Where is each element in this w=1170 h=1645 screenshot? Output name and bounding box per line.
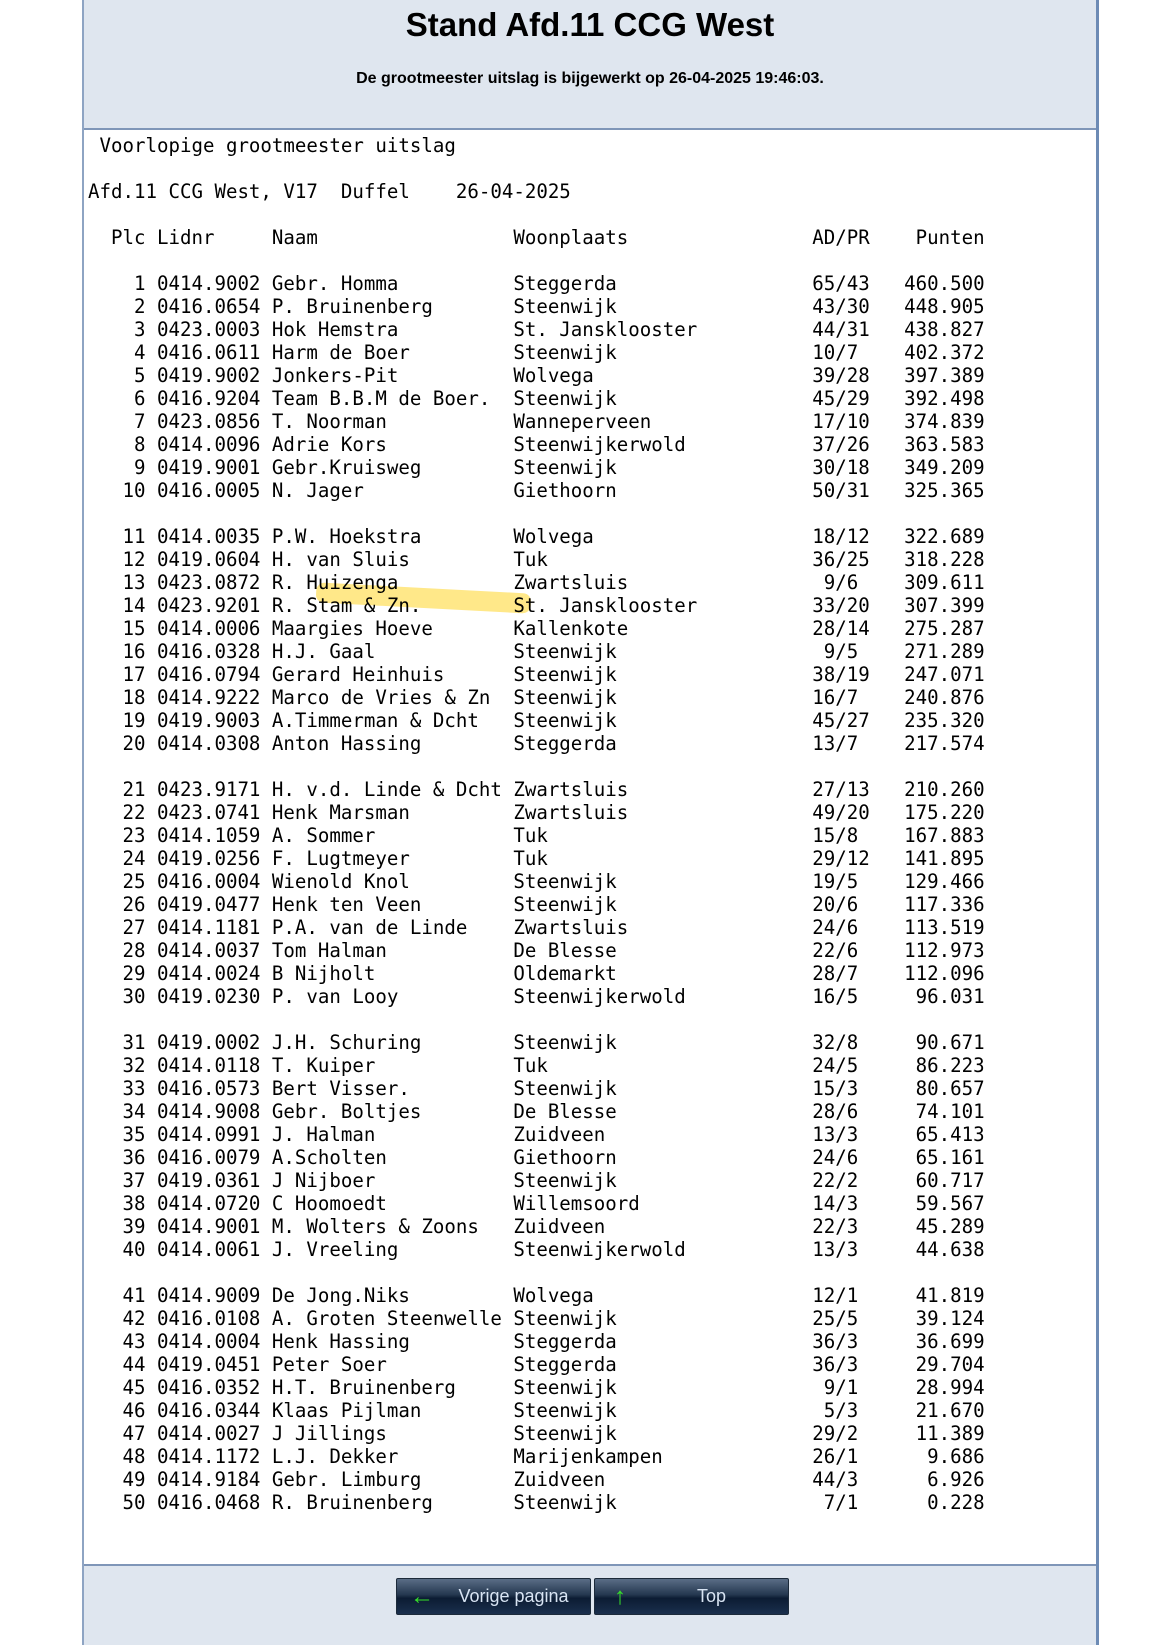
- top-label: Top: [696, 1586, 727, 1606]
- page-frame: [82, 0, 1099, 1645]
- page-title: Stand Afd.11 CCG West: [405, 6, 775, 43]
- results-panel: [84, 130, 1096, 1566]
- previous-page-button[interactable]: [396, 1578, 591, 1615]
- top-button[interactable]: [594, 1578, 789, 1615]
- page-header: [84, 0, 1096, 130]
- previous-page-label: Vorige pagina: [458, 1586, 569, 1606]
- navigation-bar: [84, 1566, 1096, 1645]
- arrow-up-icon: ↑: [614, 1582, 626, 1610]
- update-notice: De grootmeester uitslag is bijgewerkt op 26-04-2025 19:46:03.: [356, 70, 824, 87]
- results-report: Voorlopige grootmeester uitslag Afd.11 CCG West, V17 Duffel 26-04-2025 Plc Lidnr Naam Woonplaats AD/PR Punten 1 0414.9002 Gebr. Homma Steggerda 65/43 460.500 2 0416.0654 P. Bruinenberg Steenwijk 43/30 448.905 3 0423.0003 Hok Hemstra St. Jansklooster 44/31 438.827 4 0416.0611 Harm de Boer Steenwijk 10/7 402.372 5 0419.9002 Jonkers-Pit Wolvega 39/28 397.389 6 0416.9204 Team B.B.M de Boer. Steenwijk 45/29 392.498 7 0423.0856 T. Noorman Wanneperveen 17/10 374.839 8 0414.0096 Adrie Kors Steenwijkerwold 37/26 363.583 9 0419.9001 Gebr.Kruisweg Steenwijk 30/18 349.209 10 0416.0005 N. Jager Giethoorn 50/31 325.365 11 0414.0035 P.W. Hoekstra Wolvega 18/12 322.689 12 0419.0604 H. van Sluis Tuk 36/25 318.228 13 0423.0872 R. Huizenga Zwartsluis 9/6 309.611 14 0423.9201 R. Stam & Zn. St. Jansklooster 33/20 307.399 15 0414.0006 Maargies Hoeve Kallenkote 28/14 275.287 16 0416.0328 H.J. Gaal Steenwijk 9/5 271.289 17 0416.0794 Gerard Heinhuis Steenwijk 38/19 247.071 18 0414.9222 Marco de Vries & Zn Steenwijk 16/7 240.876 19 0419.9003 A.Timmerman & Dcht Steenwijk 45/27 235.320 20 0414.0308 Anton Hassing Steggerda 13/7 217.574 21 0423.9171 H. v.d. Linde & Dcht Zwartsluis 27/13 210.260 22 0423.0741 Henk Marsman Zwartsluis 49/20 175.220 23 0414.1059 A. Sommer Tuk 15/8 167.883 24 0419.0256 F. Lugtmeyer Tuk 29/12 141.895 25 0416.0004 Wienold Knol Steenwijk 19/5 129.466 26 0419.0477 Henk ten Veen Steenwijk 20/6 117.336 27 0414.1181 P.A. van de Linde Zwartsluis 24/6 113.519 28 0414.0037 Tom Halman De Blesse 22/6 112.973 29 0414.0024 B Nijholt Oldemarkt 28/7 112.096 30 0419.0230 P. van Looy Steenwijkerwold 16/5 96.031 31 0419.0002 J.H. Schuring Steenwijk 32/8 90.671 32 0414.0118 T. Kuiper Tuk 24/5 86.223 33 0416.0573 Bert Visser. Steenwijk 15/3 80.657 34 0414.9008 Gebr. Boltjes De Blesse 28/6 74.101 35 0414.0991 J. Halman Zuidveen 13/3 65.413 36 0416.0079 A.Scholten Giethoorn 24/6 65.161 37 0419.0361 J Nijboer Steenwijk 22/2 60.717 38 0414.0720 C Hoomoedt Willemsoord 14/3 59.567 39 0414.9001 M. Wolters & Zoons Zuidveen 22/3 45.289 40 0414.0061 J. Vreeling Steenwijkerwold 13/3 44.638 41 0414.9009 De Jong.Niks Wolvega 12/1 41.819 42 0416.0108 A. Groten Steenwelle Steenwijk 25/5 39.124 43 0414.0004 Henk Hassing Steggerda 36/3 36.699 44 0419.0451 Peter Soer Steggerda 36/3 29.704 45 0416.0352 H.T. Bruinenberg Steenwijk 9/1 28.994 46 0416.0344 Klaas Pijlman Steenwijk 5/3 21.670 47 0414.0027 J Jillings Steenwijk 29/2 11.389 48 0414.1172 L.J. Dekker Marijenkampen 26/1 9.686 49 0414.9184 Gebr. Limburg Zuidveen 44/3 6.926 50 0416.0468 R. Bruinenberg Steenwijk 7/1 0.228: [88, 134, 985, 1514]
- arrow-left-icon: ←: [410, 1582, 434, 1610]
